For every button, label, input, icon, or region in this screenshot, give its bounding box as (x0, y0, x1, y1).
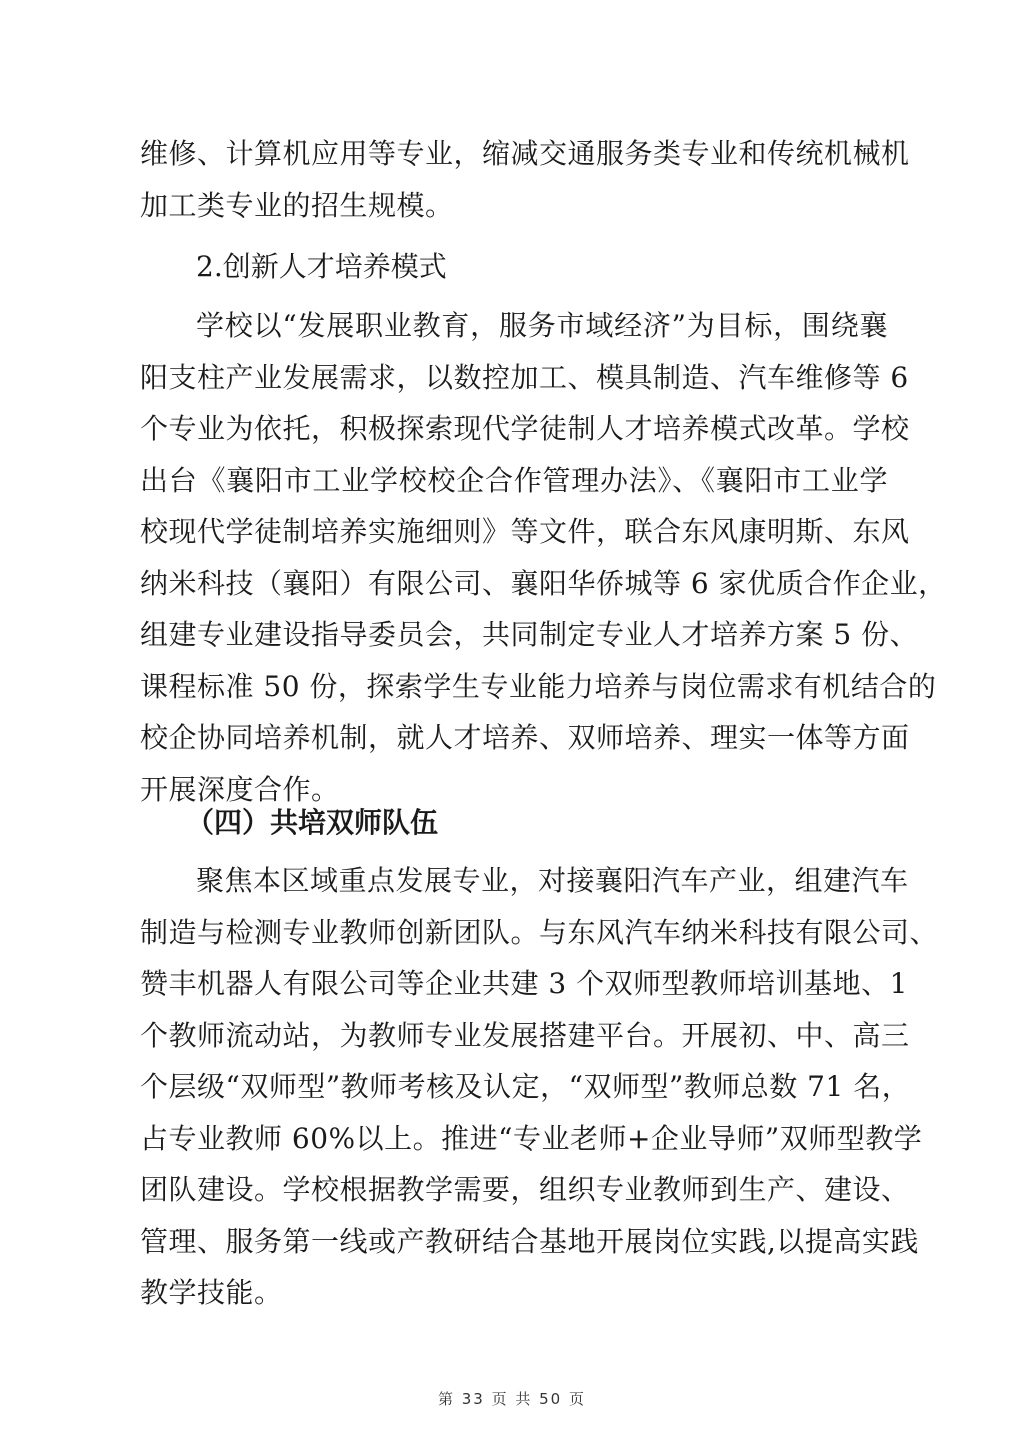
paragraph-training-model (140, 300, 947, 815)
text-line: 组建专业建设指导委员会，共同制定专业人才培养方案 5 份、 (140, 618, 919, 651)
text-line: 维修、计算机应用等专业，缩减交通服务类专业和传统机械机 (140, 137, 910, 170)
paragraph-intro (140, 128, 910, 231)
text-line: 占专业教师 60%以上。推进“专业老师+企业导师”双师型教学 (140, 1121, 923, 1155)
text-line: 教学技能。 (140, 1276, 283, 1309)
text-line: 个专业为依托，积极探索现代学徒制人才培养模式改革。学校 (140, 412, 910, 445)
text-line: 纳米科技（襄阳）有限公司、襄阳华侨城等 6 家优质合作企业， (140, 566, 947, 600)
text-line: 加工类专业的招生规模。 (140, 188, 454, 222)
text-line: 团队建设。学校根据教学需要，组织专业教师到生产、建设、 (140, 1173, 910, 1206)
text-line: 制造与检测专业教师创新团队。与东风汽车纳米科技有限公司、 (140, 915, 939, 949)
text-line: 课程标准 50 份，探索学生专业能力培养与岗位需求有机结合的 (140, 669, 937, 703)
text-line: 校企协同培养机制，就人才培养、双师培养、理实一体等方面 (140, 721, 910, 754)
paragraph-teachers (140, 855, 939, 1319)
text-line: 聚焦本区域重点发展专业，对接襄阳汽车产业，组建汽车 (196, 864, 909, 897)
text-line: 个层级“双师型”教师考核及认定，“双师型”教师总数 71 名， (140, 1070, 911, 1103)
section-heading: （四）共培双师队伍 (186, 806, 439, 839)
text-line: 学校以“发展职业教育，服务市域经济”为目标，围绕襄 (196, 309, 888, 342)
text-line: 出台《襄阳市工业学校校企合作管理办法》、《襄阳市工业学 (140, 463, 888, 497)
page-footer: 第 33 页 共 50 页 (437, 1390, 586, 1408)
text-line: 管理、服务第一线或产教研结合基地开展岗位实践,以提高实践 (140, 1224, 919, 1258)
text-line: 个教师流动站，为教师专业发展搭建平台。开展初、中、高三 (140, 1018, 910, 1052)
text-line: 校现代学徒制培养实施细则》等文件，联合东风康明斯、东风 (140, 515, 910, 548)
subheading: 2.创新人才培养模式 (196, 250, 447, 283)
text-line: 阳支柱产业发展需求，以数控加工、模具制造、汽车维修等 6 (140, 360, 909, 394)
text-line: 赞丰机器人有限公司等企业共建 3 个双师型教师培训基地、1 (140, 967, 908, 1000)
text-line: 开展深度合作。 (140, 772, 340, 806)
